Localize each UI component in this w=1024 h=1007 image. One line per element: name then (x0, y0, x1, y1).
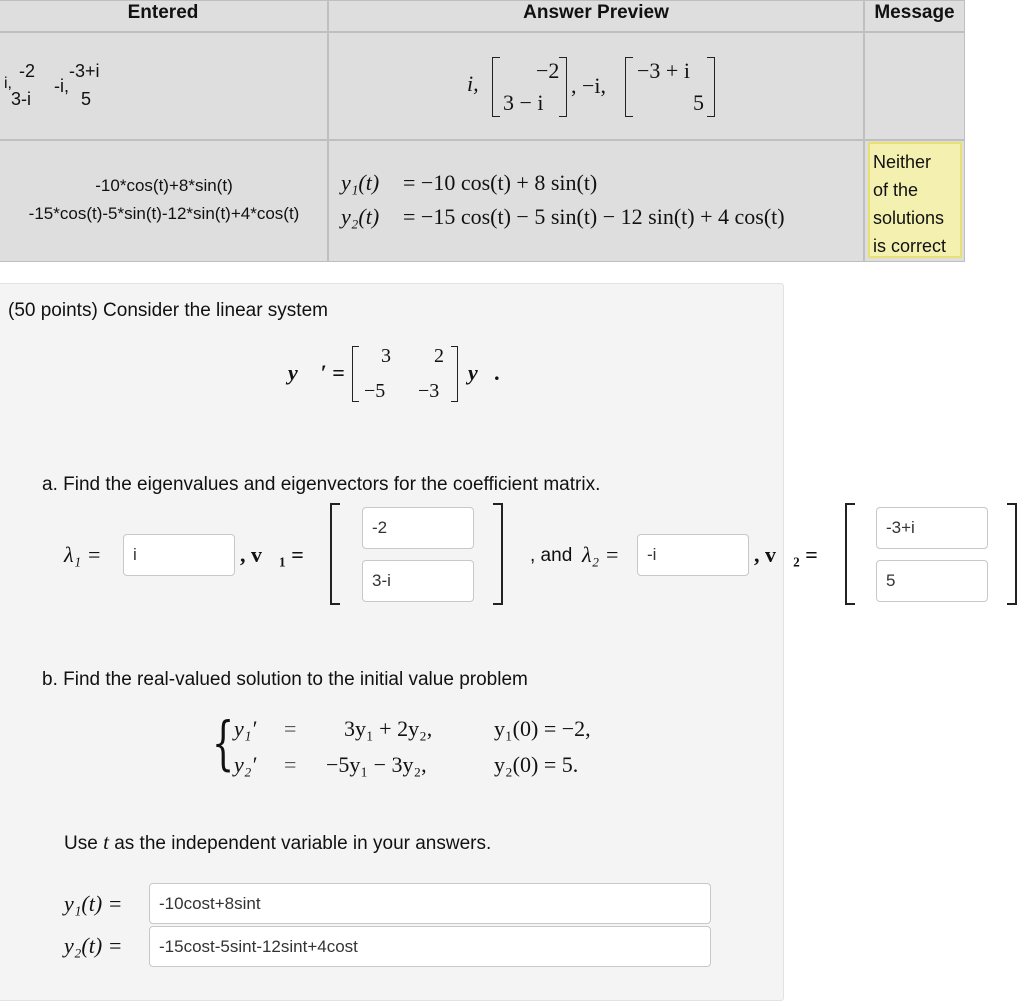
lambda1-input[interactable] (123, 534, 235, 576)
row1-entered-c: -i, (54, 76, 69, 96)
row1-v2-right-bracket (707, 57, 715, 117)
row2-entered-y1: -10*cos(t)+8*sin(t) (95, 176, 233, 195)
matrix-a22: −3 (418, 380, 440, 402)
row1-entered-b1: -2 (19, 61, 36, 81)
row2-preview-y1-rhs: = −10 cos(t) + 8 sin(t) (403, 170, 598, 195)
eq1-lhs: y₁′ (234, 716, 257, 741)
row2-preview-y2-lhs: y₂(t) (341, 204, 380, 229)
message-line-1: Neither (873, 152, 932, 172)
variable-note-pre: Use (64, 833, 98, 854)
message-line-3: solutions (873, 208, 945, 228)
row1-preview-separator: , −i, (571, 73, 607, 98)
row2-entered-cell (0, 140, 328, 262)
row1-v2-left-bracket (625, 57, 633, 117)
variable-note-post: as the independent variable in your answers. (114, 833, 492, 854)
row1-message-cell (864, 32, 965, 140)
system-matrix-left-bracket (352, 346, 359, 402)
v1-top-input[interactable] (362, 507, 474, 549)
y2-input[interactable] (149, 926, 711, 967)
row1-preview-v2-top: −3 + i (637, 58, 690, 83)
row1-entered-b2: 3-i (11, 89, 32, 109)
left-brace: { (212, 709, 235, 777)
row1-preview-v2-bottom: 5 (693, 90, 704, 115)
row1-v1-right-bracket (559, 57, 567, 117)
matrix-a11: 3 (381, 345, 391, 367)
v2-top-input[interactable] (876, 507, 988, 549)
problem-intro: (50 points) Consider the linear system (8, 300, 328, 321)
v2-label: , v⃗₂ = (754, 542, 818, 567)
variable-note (64, 830, 491, 855)
header-message-text: Message (874, 2, 955, 23)
row1-entered-cell (0, 32, 328, 140)
lambda1-label: λ₁ = (64, 542, 102, 567)
header-entered (0, 0, 328, 32)
variable-note-var: t (103, 830, 109, 854)
row2-preview-y2-rhs: = −15 cos(t) − 5 sin(t) − 12 sin(t) + 4 cos(t) (403, 204, 785, 229)
v2-left-bracket (845, 503, 855, 605)
row1-entered-a: i, (4, 75, 12, 92)
header-answer-preview (328, 0, 864, 32)
system-lhs: y⃗ ′ = (288, 360, 345, 385)
row1-v1-left-bracket (492, 57, 500, 117)
row2-entered-y2: -15*cos(t)-5*sin(t)-12*sin(t)+4*cos(t) (28, 204, 300, 223)
and-label: , and (530, 545, 573, 566)
results-table (0, 0, 965, 262)
part-b-prompt: b. Find the real-valued solution to the initial value problem (42, 669, 528, 690)
header-preview-text: Answer Preview (523, 2, 669, 23)
eq1-equals: = (284, 716, 297, 741)
system-matrix-right-bracket (451, 346, 458, 402)
row1-preview-v1-bottom: 3 − i (503, 90, 544, 115)
v1-left-bracket (330, 503, 340, 605)
v1-right-bracket (493, 503, 503, 605)
y1-label: y₁(t) = (64, 891, 123, 916)
row1-entered-d2: 5 (81, 89, 92, 109)
row1-preview-lambda1: i, (467, 71, 479, 96)
eq2-equals: = (284, 752, 297, 777)
v2-right-bracket (1007, 503, 1017, 605)
message-line-4: is correct (873, 236, 947, 256)
row2-preview-y1-lhs: y₁(t) (341, 170, 380, 195)
y2-label: y₂(t) = (64, 933, 123, 958)
row1-entered-d1: -3+i (69, 61, 100, 81)
eq1-initial-condition: y₁(0) = −2, (494, 716, 591, 741)
header-message (864, 0, 965, 32)
row2-message-incorrect (868, 142, 962, 258)
v1-bottom-input[interactable] (362, 560, 474, 602)
row2-preview-cell (328, 140, 864, 262)
eq2-rhs: −5y₁ − 3y₂, (326, 752, 427, 777)
matrix-a12: 2 (434, 345, 444, 367)
row1-preview-cell (328, 32, 864, 140)
lambda2-label: λ₂ = (582, 542, 620, 567)
y1-input[interactable] (149, 883, 711, 924)
lambda2-input[interactable] (637, 534, 749, 576)
v2-bottom-input[interactable] (876, 560, 988, 602)
matrix-a21: −5 (364, 380, 386, 402)
eq2-lhs: y₂′ (234, 752, 257, 777)
part-a-prompt: a. Find the eigenvalues and eigenvectors for the coefficient matrix. (42, 474, 601, 495)
row1-preview-v1-top: −2 (536, 58, 560, 83)
header-entered-text: Entered (127, 2, 199, 23)
message-line-2: of the (873, 180, 919, 200)
system-rhs: y⃗. (468, 360, 501, 385)
v1-label: , v⃗₁ = (240, 542, 304, 567)
eq2-initial-condition: y₂(0) = 5. (494, 752, 579, 777)
message-text (873, 148, 946, 260)
eq1-rhs: 3y₁ + 2y₂, (344, 716, 433, 741)
